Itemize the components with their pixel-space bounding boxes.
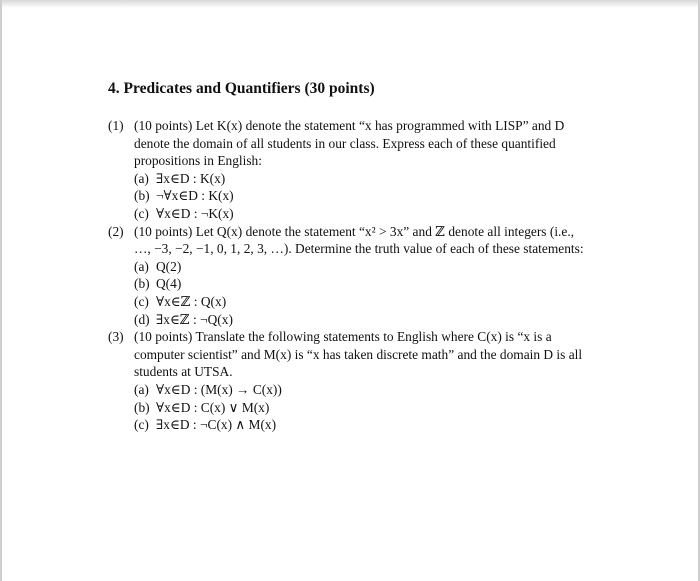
- subitem-label: (d): [134, 311, 150, 327]
- subitem: [134, 205, 588, 223]
- subitem-text: ∀x∈D : ¬K(x): [156, 205, 234, 221]
- page-top-shadow: [0, 0, 700, 8]
- subitem: [134, 311, 588, 329]
- subitem-text: ∀x∈ℤ : Q(x): [156, 293, 227, 309]
- section-heading: 4. Predicates and Quantifiers (30 points): [108, 80, 375, 97]
- subitem-label: (b): [134, 276, 150, 292]
- subitem-list: [134, 170, 588, 223]
- problem-number: (2): [108, 223, 124, 239]
- problem-number: (1): [108, 118, 124, 133]
- subitem-text: ∃x∈D : ¬C(x) ∧ M(x): [156, 417, 277, 433]
- subitem-label: (a): [134, 381, 149, 397]
- subitem-label: (b): [134, 399, 150, 415]
- problem-1: [108, 117, 588, 223]
- page-left-border: [0, 0, 2, 581]
- subitem-label: (c): [134, 417, 149, 433]
- subitem-text: ∃x∈D : K(x): [156, 170, 226, 186]
- problem-text: (10 points) Let K(x) denote the statement “x has programmed with LISP” and D denote the domain of all students in our class. Express each of these quantified propositions in English:: [134, 118, 565, 169]
- subitem: [134, 399, 588, 417]
- subitem-text: ¬∀x∈D : K(x): [156, 188, 234, 204]
- problem-number: (3): [108, 329, 124, 345]
- subitem-text: Q(4): [156, 276, 182, 292]
- subitem: [134, 258, 588, 276]
- subitem: [134, 187, 588, 205]
- subitem-text: ∀x∈D : (M(x) → C(x)): [156, 381, 282, 397]
- subitem-label: (a): [134, 170, 149, 186]
- document-body: [108, 79, 588, 434]
- subitem: [134, 170, 588, 188]
- problem-text: (10 points) Translate the following statements to English where C(x) is “x is a computer scientist” and M(x) is “x has taken discrete math” and the domain D is all students at UTSA.: [134, 329, 583, 380]
- subitem-text: Q(2): [156, 258, 182, 274]
- subitem-text: ∀x∈D : C(x) ∨ M(x): [156, 399, 270, 415]
- subitem-label: (c): [134, 293, 149, 309]
- problem-text: (10 points) Let Q(x) denote the statement “x² > 3x” and ℤ denote all integers (i.e., …, −3, −2, −1, 0, 1, 2, 3, …). Determine the truth value of each of these statements:: [134, 223, 584, 257]
- subitem-text: ∃x∈ℤ : ¬Q(x): [156, 311, 233, 327]
- subitem: [134, 416, 588, 434]
- subitem-label: (c): [134, 205, 149, 221]
- subitem: [134, 275, 588, 293]
- problem-3: [108, 328, 588, 434]
- subitem-list: [134, 258, 588, 328]
- subitem-list: [134, 381, 588, 434]
- subitem: [134, 293, 588, 311]
- subitem-label: (b): [134, 188, 150, 204]
- subitem-label: (a): [134, 258, 149, 274]
- problem-2: [108, 223, 588, 329]
- subitem: [134, 381, 588, 399]
